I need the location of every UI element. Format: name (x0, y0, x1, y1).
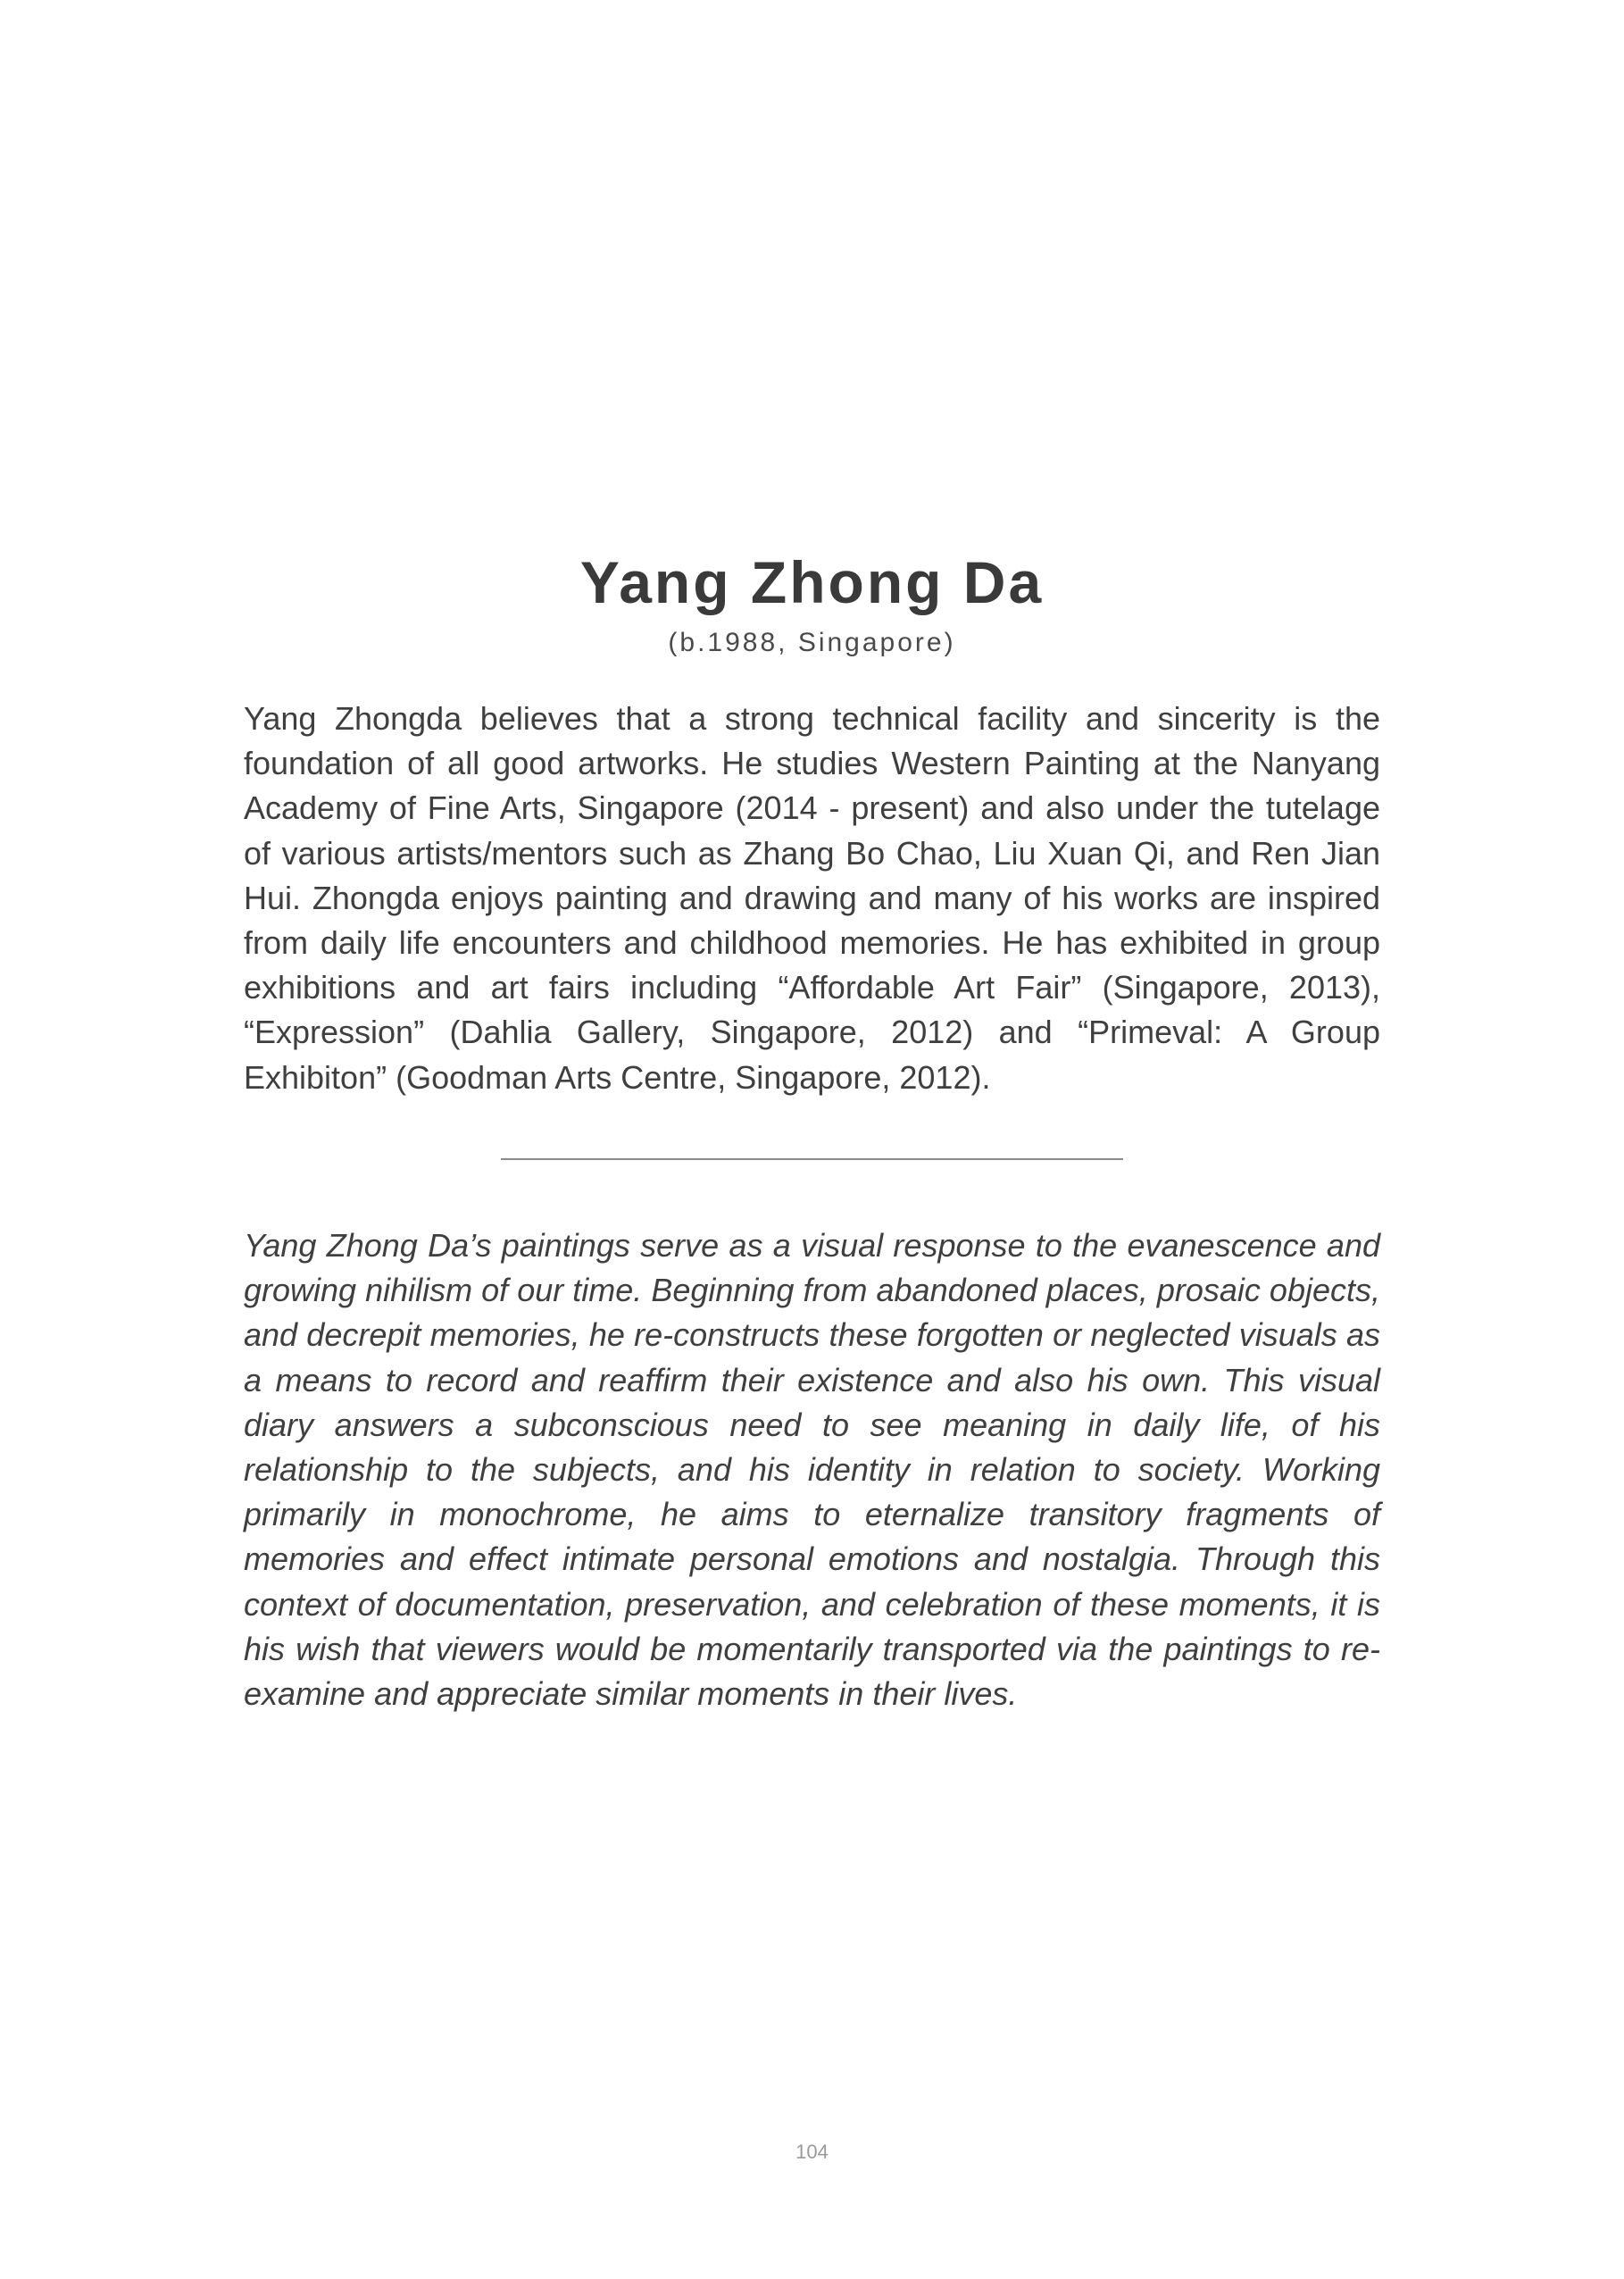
artist-birth-info: (b.1988, Singapore) (668, 628, 956, 657)
section-divider (501, 1158, 1123, 1160)
page-number: 104 (795, 2141, 829, 2163)
artist-statement: Yang Zhong Da’s paintings serve as a visual response to the evanescence and growing nihilism of our time. Beginning from abandoned places, prosaic objects, and decrepit memories, he re-constructs these forgotten or neglected visuals as a means to record and reaffirm their existence and also his own. This visual diary answers a subconscious need to see meaning in daily life, of his relationship to the subjects, and his identity in relation to society. Working primarily in monochrome, he aims to eternalize transitory fragments of memories and effect intimate personal emotions and nostalgia. Through this context of documentation, preservation, and celebration of these moments, it is his wish that viewers would be momentarily transported via the paintings to re-examine and appreciate similar moments in their lives. (244, 1227, 1380, 1713)
artist-biography: Yang Zhongda believes that a strong technical facility and sincerity is the foundation of all good artworks. He studies Western Painting at the Nanyang Academy of Fine Arts, Singapore (2014 - present) and also under the tutelage of various artists/mentors such as Zhang Bo Chao, Liu Xuan Qi, and Ren Jian Hui. Zhongda enjoys painting and drawing and many of his works are inspired from daily life encounters and childhood memories. He has exhibited in group exhibitions and art fairs including “Affordable Art Fair” (Singapore, 2013), “Expression” (Dahlia Gallery, Singapore, 2012) and “Primeval: A Group Exhibiton” (Goodman Arts Centre, Singapore, 2012). (244, 700, 1380, 1096)
artist-name: Yang Zhong Da (579, 549, 1045, 615)
